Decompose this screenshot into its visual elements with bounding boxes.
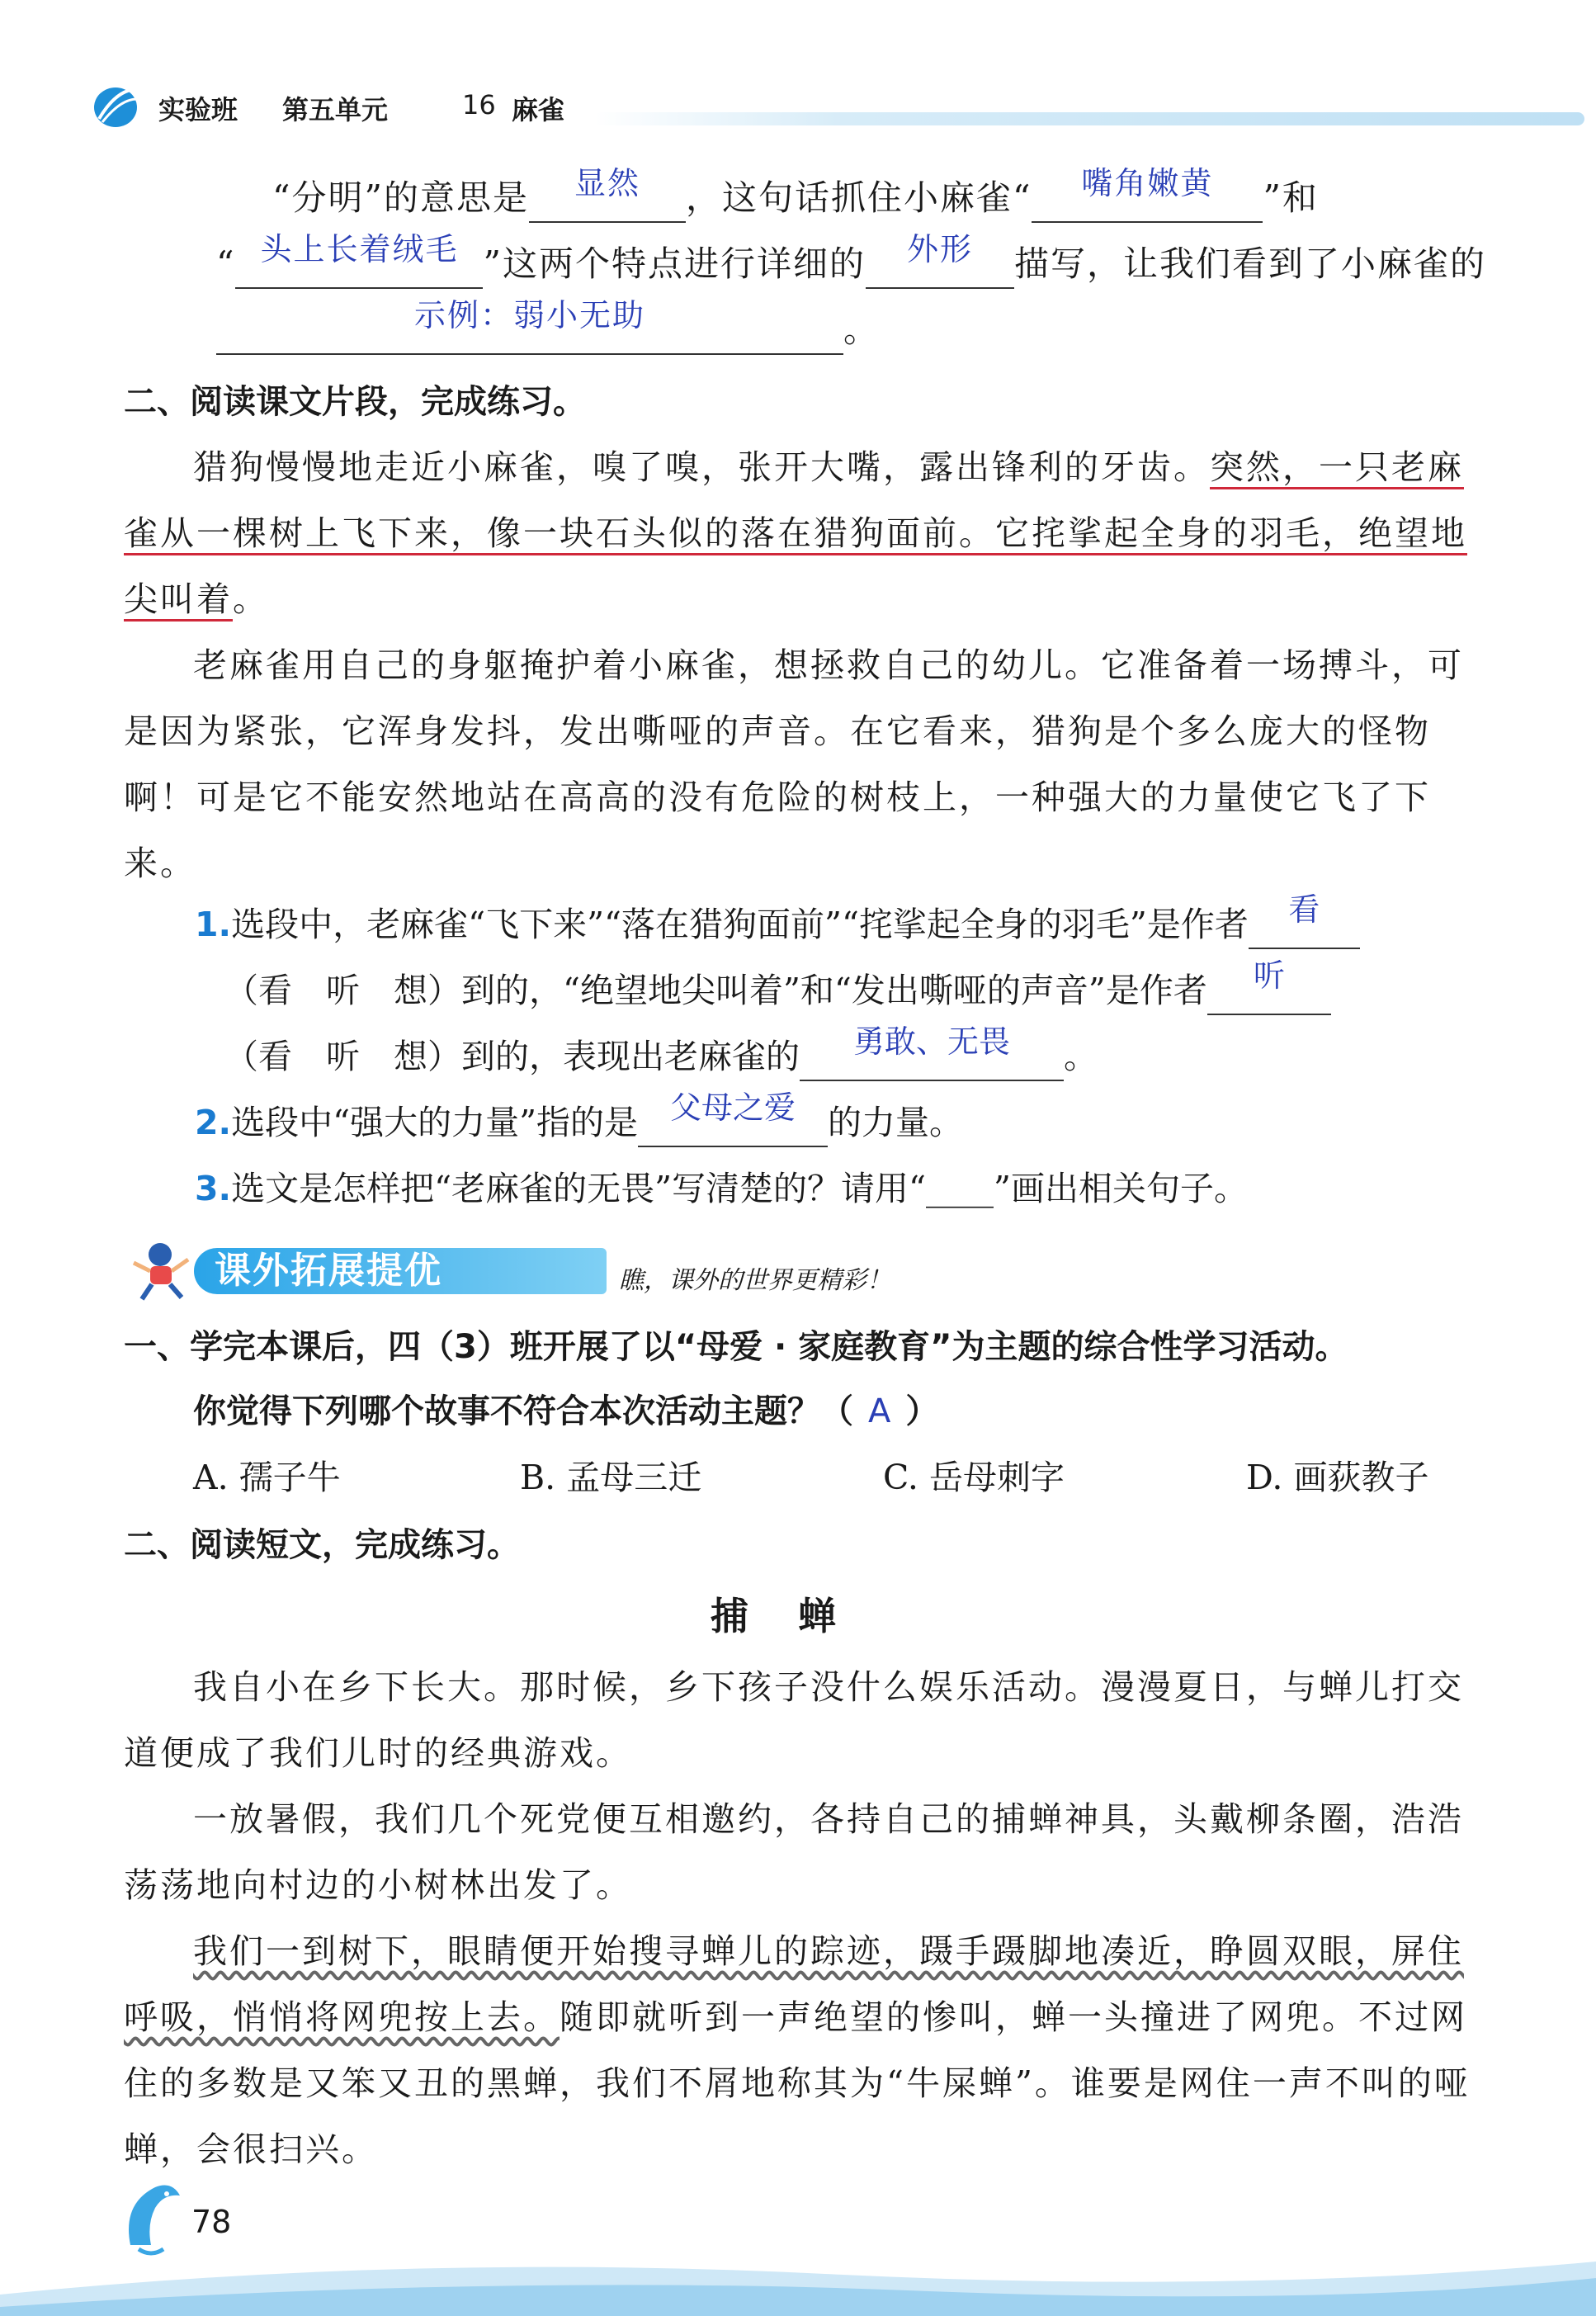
wavy-underlined-sentence: 我们一到树下，眼睛便开始搜寻蝉儿的踪迹，蹑手蹑脚地凑近，睁圆双眼，屏住呼吸，悄悄将网兜按上去。 [124,1931,1464,2037]
answer-blank[interactable] [1207,957,1331,1015]
banner-title: 课外拓展提优 [215,1250,442,1292]
text: 的力量。 [828,1103,964,1142]
answer-blank[interactable] [866,231,1014,289]
banner-subtitle: 瞧，课外的世界更精彩！ [619,1266,891,1295]
answer-text: 头上长着绒毛 [260,231,459,267]
header-decoration-bar [594,112,1584,125]
answer-blank[interactable] [1249,891,1360,949]
text: 选文是怎样把“老麻雀的无畏”写清楚的？请用“____”画出相关句子。 [231,1169,1248,1208]
fill-line-2 [216,231,1486,289]
extension-banner [124,1238,891,1304]
answer-blank[interactable] [800,1023,1064,1081]
answer-text: 听 [1253,957,1285,994]
story-title: 捕蝉 [711,1594,885,1638]
story-paragraph [124,1918,1494,2182]
text: 描写，让我们看到了小麻雀的 [1013,243,1486,284]
text: 你觉得下列哪个故事不符合本次活动主题？（ [193,1392,853,1430]
running-kid-icon [124,1238,198,1304]
text: ”这两个特点进行详细的 [483,243,866,284]
answer-text: 显然 [574,165,640,201]
text: （看 听 想）到的，“绝望地尖叫着”和“发出嘶哑的声音”是作者 [224,971,1207,1010]
question-1-line-3 [224,1023,1098,1081]
text: ） [905,1392,939,1430]
text: 。 [1064,1037,1098,1076]
page-number: 78 [191,2204,232,2240]
answer-text: 嘴角嫩黄 [1081,165,1214,201]
header-lesson-title: 麻雀 [512,94,565,125]
text: 。 [843,310,881,350]
text: 选段中“强大的力量”指的是 [231,1103,639,1142]
section-title: 二、阅读课文片段，完成练习。 [124,383,586,421]
option-b[interactable]: B. 孟母三迁 [520,1458,702,1497]
text: 随即就听到一声绝望的惨叫，蝉一头撞进了网兜。不过网住的多数是又笨又丑的黑蝉，我们不屑地称其为“牛屎蝉”。谁要是网住一声不叫的哑蝉，会很扫兴。 [124,1997,1471,2169]
answer-text: 勇敢、无畏 [852,1023,1010,1060]
text: 猎狗慢慢地走近小麻雀，嗅了嗅，张开大嘴，露出锋利的牙齿。 [193,447,1210,487]
passage-1 [124,434,1494,896]
question-1-line-2 [224,957,1331,1015]
leaf-logo-icon [91,83,140,129]
text: “ [216,243,236,284]
text: 。 [233,579,269,619]
dolphin-icon [114,2171,188,2262]
text: ，这句话抓住小麻雀“ [685,177,1032,218]
answer-blank[interactable] [216,297,843,355]
footer-wave-decoration [0,2229,1596,2316]
answer-text: 父母之爱 [670,1089,796,1126]
story-passage [124,1654,1494,2182]
text: （看 听 想）到的，表现出老麻雀的 [224,1037,800,1076]
question-1-line-1 [195,891,1360,949]
answer-text: A [868,1392,891,1430]
option-a[interactable]: A. 孺子牛 [193,1458,341,1497]
text: ”和 [1263,177,1319,218]
answer-blank[interactable] [638,1089,828,1147]
section-title: 二、阅读短文，完成练习。 [124,1526,520,1564]
extension-question-1-line-2 [193,1385,938,1432]
answer-text: 外形 [906,231,973,267]
answer-blank[interactable] [1032,165,1263,223]
underlined-sentence: 突然，一只老麻雀从一棵树上飞下来，像一块石头似的落在猎狗面前。它挓挲起全身的羽毛，绝望地尖叫着 [124,447,1467,619]
answer-text: 示例：弱小无助 [413,297,645,333]
extension-question-1: 一、学完本课后，四（3）班开展了以“母爱 · 家庭教育”为主题的综合性学习活动。 [124,1328,1348,1366]
story-paragraph: 一放暑假，我们几个死党便互相邀约，各持自己的捕蝉神具，头戴柳条圈，浩浩荡荡地向村边的小树林出发了。 [124,1799,1464,1905]
answer-blank[interactable] [529,165,686,223]
text: 选段中，老麻雀“飞下来”“落在猎狗面前”“挓挲起全身的羽毛”是作者 [231,905,1249,944]
option-c[interactable]: C. 岳母刺字 [883,1458,1065,1497]
header-unit: 第五单元 [282,94,389,125]
answer-text: 看 [1288,891,1320,928]
question-number: 2. [195,1103,232,1142]
header-brand: 实验班 [158,94,238,125]
question-2 [195,1089,964,1147]
passage-paragraph: 老麻雀用自己的身躯掩护着小麻雀，想拯救自己的幼儿。它准备着一场搏斗，可是因为紧张，它浑身发抖，发出嘶哑的声音。在它看来，猎狗是个多么庞大的怪物啊！可是它不能安然地站在高高的没有危险的树枝上，一种强大的力量使它飞了下来。 [124,645,1464,883]
passage-paragraph [124,434,1494,632]
answer-blank[interactable] [235,231,483,289]
fill-line-3 [216,297,881,355]
story-paragraph: 我自小在乡下长大。那时候，乡下孩子没什么娱乐活动。漫漫夏日，与蝉儿打交道便成了我们儿时的经典游戏。 [124,1667,1464,1773]
question-number: 1. [195,905,232,944]
fill-line-1 [272,165,1319,223]
option-d[interactable]: D. 画荻教子 [1246,1458,1429,1497]
page-header [91,83,1510,132]
question-3 [195,1164,1248,1213]
header-lesson-number: 16 [462,89,496,121]
text: “分明”的意思是 [272,177,529,218]
question-number: 3. [195,1169,232,1208]
